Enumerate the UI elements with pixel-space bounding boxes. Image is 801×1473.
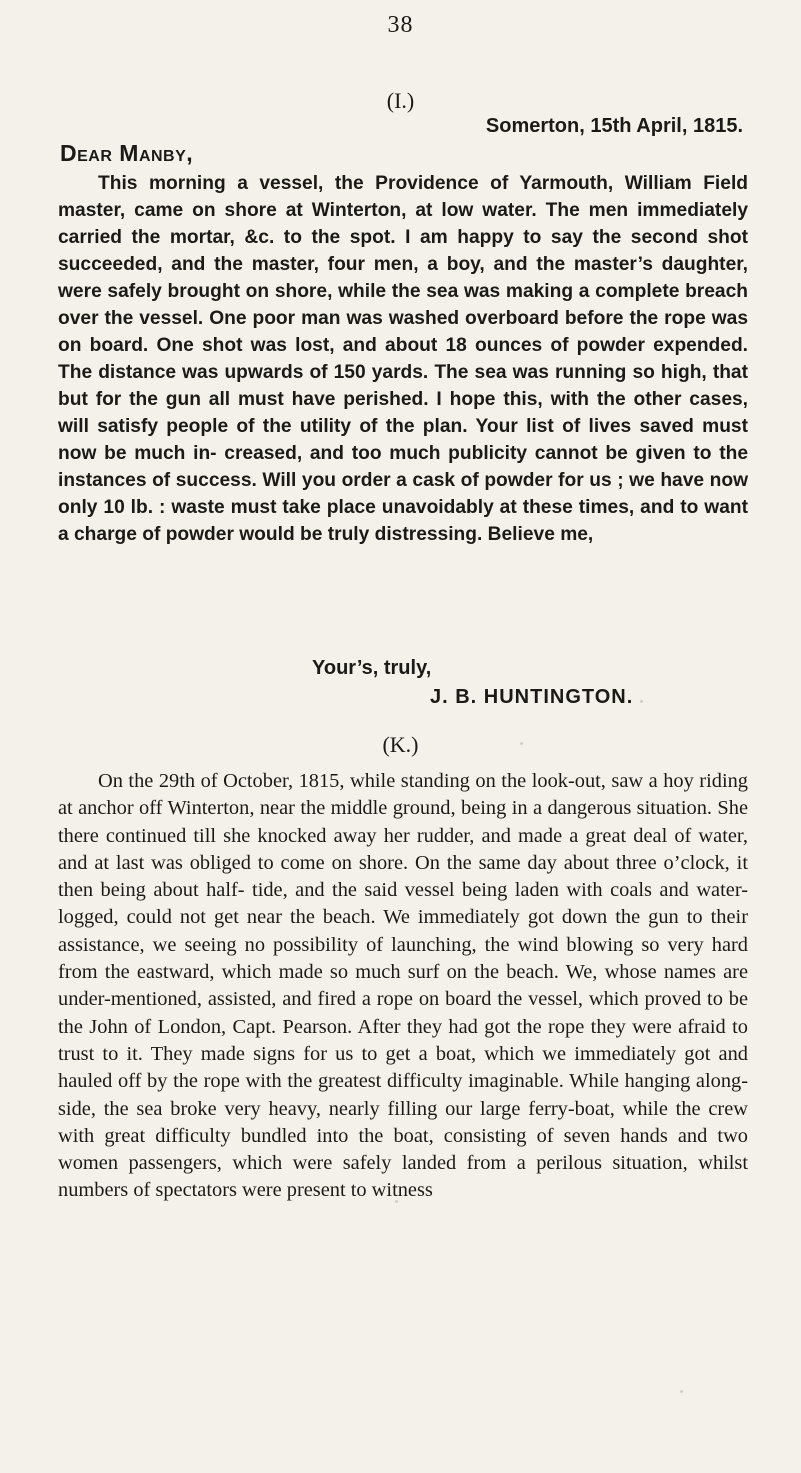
letter-closing: Your’s, truly, (312, 657, 432, 679)
account-body-text: On the 29th of October, 1815, while standing on the look-out, saw a hoy riding at anchor off Winterton, near the middle ground, being in a dangerous situation. She there continued till she knocked away her rudder, and made a great deal of water, and at last was obliged to come on shore. On the same day about three o’clock, it then being about half- tide, and the said vessel being laden with coals and water-logged, could not get near the beach. We immediately got down the gun to their assistance, we seeing no possibility of launching, the wind blowing so very hard from the eastward, which made so much surf on the beach. We, whose names are under-mentioned, assisted, and fired a rope on board the vessel, which proved to be the John of London, Capt. Pearson. After they had got the rope they were afraid to trust to it. They made signs for us to get a boat, which we immediately got and hauled off by the rope with the greatest difficulty imaginable. While hanging along- side, the sea broke very heavy, nearly filling our large ferry-boat, while the crew with great difficulty bundled into the boat, consisting of seven hands and two women passengers, which were safely landed from a perilous situation, whilst numbers of spectators were present to witness (58, 770, 748, 1202)
section-label-k: (K.) (382, 732, 419, 757)
letter-body (58, 170, 748, 548)
account-body (58, 768, 748, 1205)
paper-speck (395, 1200, 398, 1203)
paper-speck (640, 700, 643, 703)
letter-signature: J. B. HUNTINGTON. (430, 686, 634, 708)
letter-body-text: This morning a vessel, the Providence of Yarmouth, William Field master, came on shore at Winterton, at low water. The men immediately carried the mortar, &c. to the spot. I am happy to say the second shot succeeded, and the master, four men, a boy, and the master’s daughter, were safely brought on shore, while the sea was making a complete breach over the vessel. One poor man was washed overboard before the rope was on board. One shot was lost, and about 18 ounces of powder expended. The distance was upwards of 150 yards. The sea was running so high, that but for the gun all must have perished. I hope this, with the other cases, will satisfy people of the utility of the plan. Your list of lives saved must now be much in- creased, and too much publicity cannot be given to the instances of success. Will you order a cask of powder for us ; we have now only 10 lb. : waste must take place unavoidably at these times, and to want a charge of powder would be truly distressing. Believe me, (58, 173, 748, 545)
paper-speck (520, 742, 523, 745)
page-number: 38 (387, 12, 414, 38)
letter-salutation: Dear Manby, (60, 140, 194, 166)
letter-dateline: Somerton, 15th April, 1815. (485, 115, 743, 137)
section-label-i: (I.) (386, 88, 415, 113)
paper-speck (680, 1390, 683, 1393)
